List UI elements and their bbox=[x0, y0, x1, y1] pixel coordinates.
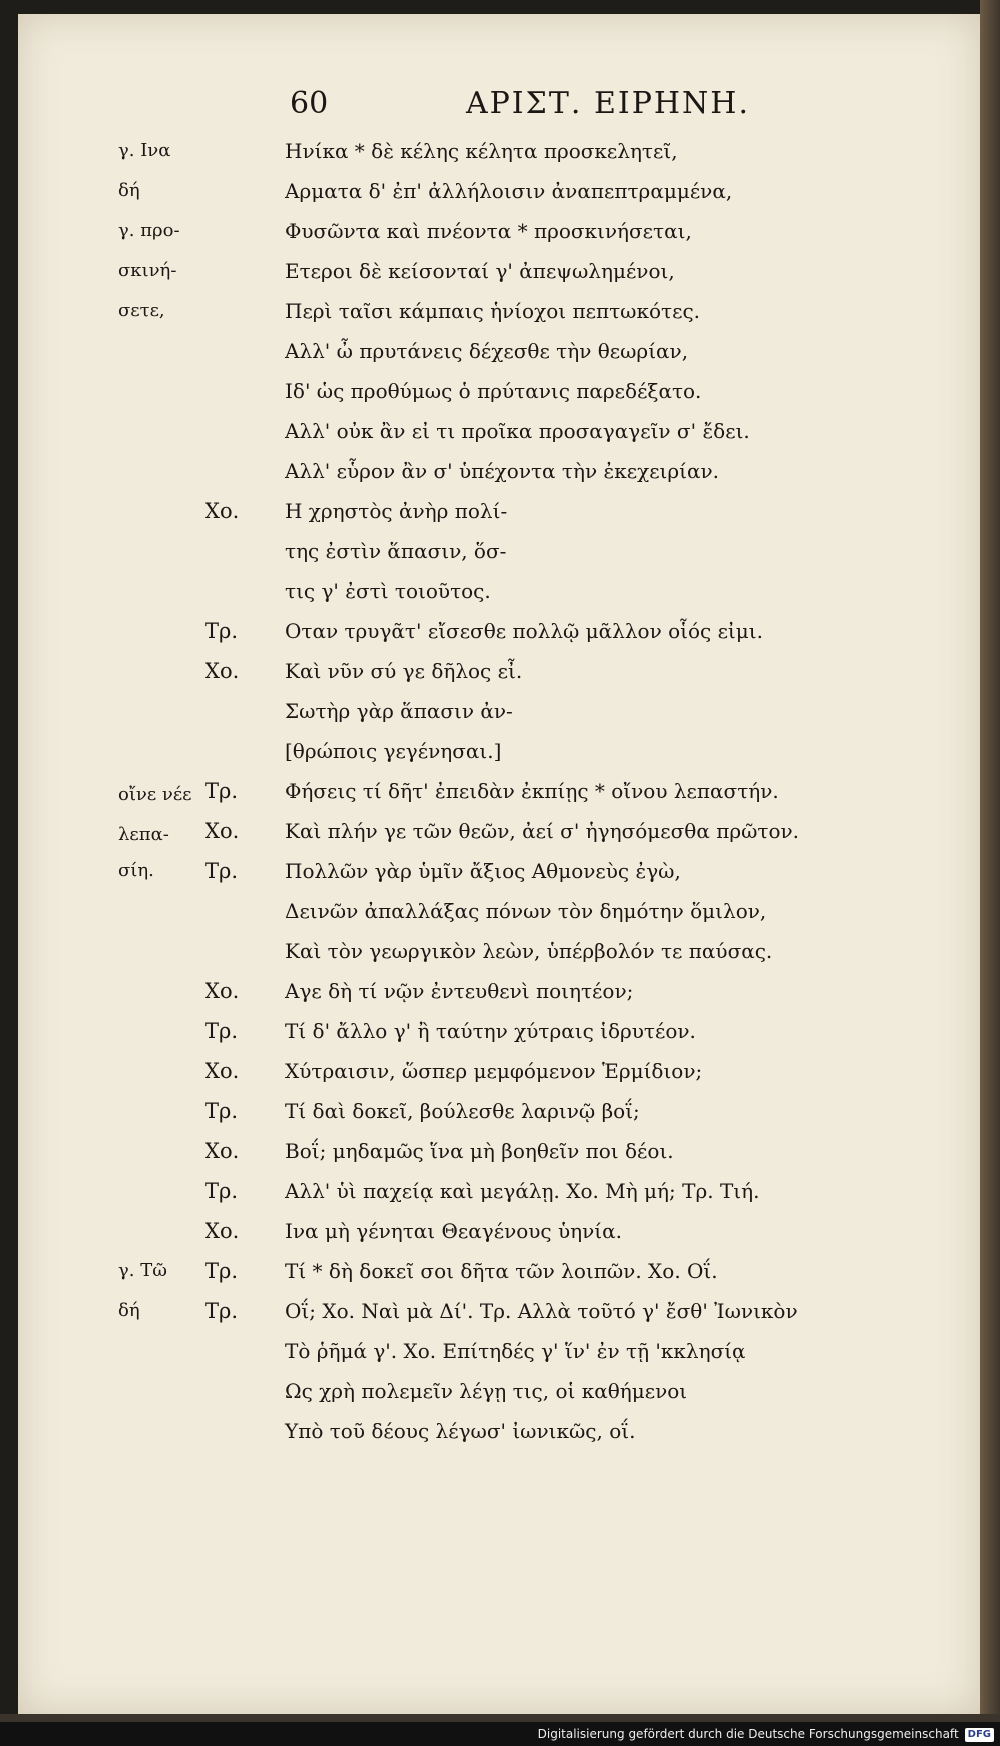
text-line: Αλλ' ὦ πρυτάνεις δέχεσθε τὴν θεωρίαν, bbox=[285, 339, 689, 363]
text-line: Τρ. Τί δ' ἄλλο γ' ἢ ταύτην χύτραις ἱδρυτέον. bbox=[205, 1011, 696, 1051]
margin-note: γ. προ- bbox=[118, 220, 180, 241]
text-line: Αλλ' εὗρον ἂν σ' ὑπέχοντα τὴν ἐκεχειρίαν. bbox=[285, 459, 720, 483]
speaker-label: Τρ. bbox=[205, 619, 239, 643]
speaker-label: Χο. bbox=[205, 659, 240, 683]
text-line: [θρώποις γεγένησαι.] bbox=[285, 739, 502, 763]
speaker-label: Τρ. bbox=[205, 1259, 239, 1283]
text-line: Τρ. Τί δαὶ δοκεῖ, βούλεσθε λαρινῷ βοΐ; bbox=[205, 1091, 640, 1131]
page-header bbox=[290, 86, 750, 126]
text-line: Δεινῶν ἀπαλλάξας πόνων τὸν δημότην ὅμιλον, bbox=[285, 899, 767, 923]
text-line: Τρ. Φήσεις τί δῆτ' ἐπειδὰν ἐκπίῃς * οἴνου λεπαστήν. bbox=[205, 771, 779, 811]
speaker-label: Τρ. bbox=[205, 1179, 239, 1203]
text-line: Χο. Καὶ νῦν σύ γε δῆλος εἶ. bbox=[205, 651, 522, 691]
speaker-label: Χο. bbox=[205, 1059, 240, 1083]
running-title: ΑΡΙΣΤ. ΕΙΡΗΝΗ. bbox=[465, 86, 750, 121]
page-bottom-edge bbox=[0, 1714, 1000, 1722]
margin-note: σκινή- bbox=[118, 260, 177, 281]
text-line: Τρ. Οταν τρυγᾶτ' εἴσεσθε πολλῷ μᾶλλον οἷός εἰμι. bbox=[205, 611, 763, 651]
margin-note: σίη. bbox=[118, 860, 154, 881]
margin-note: γ. Τῶ bbox=[118, 1260, 167, 1281]
text-line: Τὸ ῥῆμά γ'. Χο. Επίτηδές γ' ἵν' ἐν τῇ 'κκλησίᾳ bbox=[285, 1339, 746, 1363]
text-line: της ἐστὶν ἅπασιν, ὅσ- bbox=[285, 539, 507, 563]
text-line: Φυσῶντα καὶ πνέοντα * προσκινήσεται, bbox=[285, 219, 692, 243]
text-line: Χο. Καὶ πλήν γε τῶν θεῶν, ἀεί σ' ἡγησόμεσθα πρῶτον. bbox=[205, 811, 799, 851]
text-line: Αλλ' οὐκ ἂν εἰ τι προῖκα προσαγαγεῖν σ' ἔδει. bbox=[285, 419, 750, 443]
speaker-label: Χο. bbox=[205, 499, 240, 523]
speaker-label: Χο. bbox=[205, 979, 240, 1003]
digitization-footer bbox=[0, 1722, 1000, 1746]
footer-credit: Digitalisierung gefördert durch die Deutsche Forschungsgemeinschaft bbox=[537, 1727, 959, 1741]
dfg-logo-icon: DFG bbox=[965, 1728, 994, 1742]
margin-note: γ. Ινα bbox=[118, 140, 171, 161]
margin-note: δή bbox=[118, 1300, 140, 1321]
text-line: Καὶ τὸν γεωργικὸν λεὼν, ὑπέρβολόν τε παύσας. bbox=[285, 939, 773, 963]
text-line: Αρματα δ' ἐπ' ἀλλήλοισιν ἀναπεπτραμμένα, bbox=[285, 179, 733, 203]
text-line: Τρ. Πολλῶν γὰρ ὑμῖν ἄξιος Αθμονεὺς ἐγὼ, bbox=[205, 851, 681, 891]
speaker-label: Χο. bbox=[205, 1139, 240, 1163]
text-line: Περὶ ταῖσι κάμπαις ἡνίοχοι πεπτωκότες. bbox=[285, 299, 701, 323]
text-line: Ως χρὴ πολεμεῖν λέγῃ τις, οἱ καθήμενοι bbox=[285, 1379, 688, 1403]
margin-note: σετε, bbox=[118, 300, 165, 321]
text-line: Σωτὴρ γὰρ ἅπασιν ἀν- bbox=[285, 699, 513, 723]
text-line: Χο. Ινα μὴ γένηται Θεαγένους ὑηνία. bbox=[205, 1211, 622, 1251]
text-line: Υπὸ τοῦ δέους λέγωσ' ἰωνικῶς, οΐ. bbox=[285, 1419, 636, 1443]
text-line: Τρ. Τί * δὴ δοκεῖ σοι δῆτα τῶν λοιπῶν. Χο. Οΐ. bbox=[205, 1251, 718, 1291]
speaker-label: Χο. bbox=[205, 819, 240, 843]
speaker-label: Τρ. bbox=[205, 1299, 239, 1323]
speaker-label: Χο. bbox=[205, 1219, 240, 1243]
text-line: Τρ. Αλλ' ὑὶ παχείᾳ καὶ μεγάλῃ. Χο. Μὴ μή; Τρ. Τιή. bbox=[205, 1171, 759, 1211]
text-line: Χο. Χύτραισιν, ὥσπερ μεμφόμενον Ἑρμίδιον; bbox=[205, 1051, 702, 1091]
page-number: 60 bbox=[290, 86, 329, 121]
text-line: Ηνίκα * δὲ κέλης κέλητα προσκελητεῖ, bbox=[285, 139, 678, 163]
margin-note: λεπα- bbox=[118, 824, 169, 845]
text-line: Χο. Η χρηστὸς ἀνὴρ πολί- bbox=[205, 491, 507, 531]
text-line: τις γ' ἐστὶ τοιοῦτος. bbox=[285, 579, 491, 603]
text-line: Τρ. Οΐ; Χο. Ναὶ μὰ Δί'. Τρ. Αλλὰ τοῦτό γ' ἔσθ' Ἰωνικὸν bbox=[205, 1291, 798, 1331]
speaker-label: Τρ. bbox=[205, 1099, 239, 1123]
speaker-label: Τρ. bbox=[205, 779, 239, 803]
speaker-label: Τρ. bbox=[205, 859, 239, 883]
text-line: Χο. Βοΐ; μηδαμῶς ἵνα μὴ βοηθεῖν ποι δέοι. bbox=[205, 1131, 674, 1171]
book-spine-edge bbox=[980, 0, 1000, 1720]
margin-note: δή bbox=[118, 180, 140, 201]
text-line: Χο. Αγε δὴ τί νῷν ἐντευθενὶ ποιητέον; bbox=[205, 971, 633, 1011]
text-line: Ετεροι δὲ κείσονταί γ' ἀπεψωλημένοι, bbox=[285, 259, 675, 283]
speaker-label: Τρ. bbox=[205, 1019, 239, 1043]
margin-note: οἴνε νέε bbox=[118, 784, 192, 805]
text-line: Ιδ' ὡς προθύμως ὁ πρύτανις παρεδέξατο. bbox=[285, 379, 702, 403]
